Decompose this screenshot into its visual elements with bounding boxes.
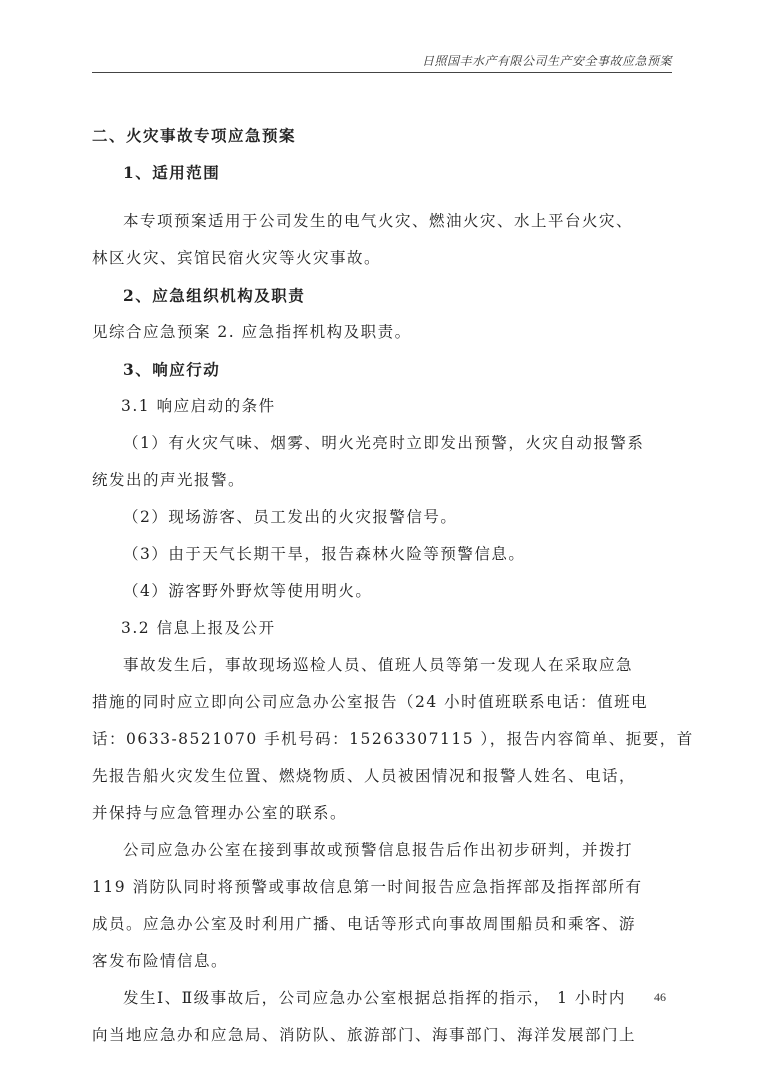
paragraph-line: 并保持与应急管理办公室的联系。 xyxy=(92,804,348,822)
section-title: 二、火灾事故专项应急预案 xyxy=(92,126,297,145)
paragraph-line: 话：0633-8521070 手机号码：15263307115 ），报告内容简单、扼要，首 xyxy=(92,730,694,748)
paragraph-line: 事故发生后，事故现场巡检人员、值班人员等第一发现人在采取应急 xyxy=(123,656,634,674)
document-body xyxy=(92,117,694,1054)
paragraph-line: 本专项预案适用于公司发生的电气火灾、燃油火灾、水上平台火灾、 xyxy=(123,212,634,230)
list-item: （2）现场游客、员工发出的火灾报警信号。 xyxy=(123,508,458,526)
list-item-line: 统发出的声光报警。 xyxy=(92,471,246,489)
paragraph-line: 林区火灾、宾馆民宿火灾等火灾事故。 xyxy=(92,249,382,267)
list-item: （3）由于天气长期干旱，报告森林火险等预警信息。 xyxy=(123,545,526,563)
paragraph-line: 119 消防队同时将预警或事故信息第一时间报告应急指挥部及指挥部所有 xyxy=(92,878,643,896)
paragraph-line: 见综合应急预案 2. 应急指挥机构及职责。 xyxy=(92,323,412,341)
subsubsection-title-conditions: 3.1 响应启动的条件 xyxy=(121,397,276,415)
subsubsection-title-reporting: 3.2 信息上报及公开 xyxy=(121,619,276,637)
paragraph-line: 措施的同时应立即向公司应急办公室报告（24 小时值班联系电话：值班电 xyxy=(92,693,649,711)
header-divider xyxy=(92,72,672,73)
running-header: 日照国丰水产有限公司生产安全事故应急预案 xyxy=(421,54,672,68)
paragraph-line: 客发布险情信息。 xyxy=(92,952,229,970)
paragraph-line: 先报告船火灾发生位置、燃烧物质、人员被困情况和报警人姓名、电话， xyxy=(92,767,637,785)
page-number: 46 xyxy=(654,990,666,1004)
paragraph-line: 成员。应急办公室及时利用广播、电话等形式向事故周围船员和乘客、游 xyxy=(92,915,637,933)
list-item-line: （1）有火灾气味、烟雾、明火光亮时立即发出预警，火灾自动报警系 xyxy=(123,434,645,452)
subsection-title-organization: 2、应急组织机构及职责 xyxy=(123,286,306,305)
subsection-title-response: 3、响应行动 xyxy=(123,360,221,379)
list-item: （4）游客野外野炊等使用明火。 xyxy=(123,582,373,600)
paragraph-line: 向当地应急办和应急局、消防队、旅游部门、海事部门、海洋发展部门上 xyxy=(92,1026,637,1044)
subsection-title-scope: 1、适用范围 xyxy=(123,163,221,182)
paragraph-line: 公司应急办公室在接到事故或预警信息报告后作出初步研判，并拨打 xyxy=(123,841,634,859)
paragraph-line: 发生Ⅰ、Ⅱ级事故后，公司应急办公室根据总指挥的指示， 1 小时内 xyxy=(123,989,626,1007)
